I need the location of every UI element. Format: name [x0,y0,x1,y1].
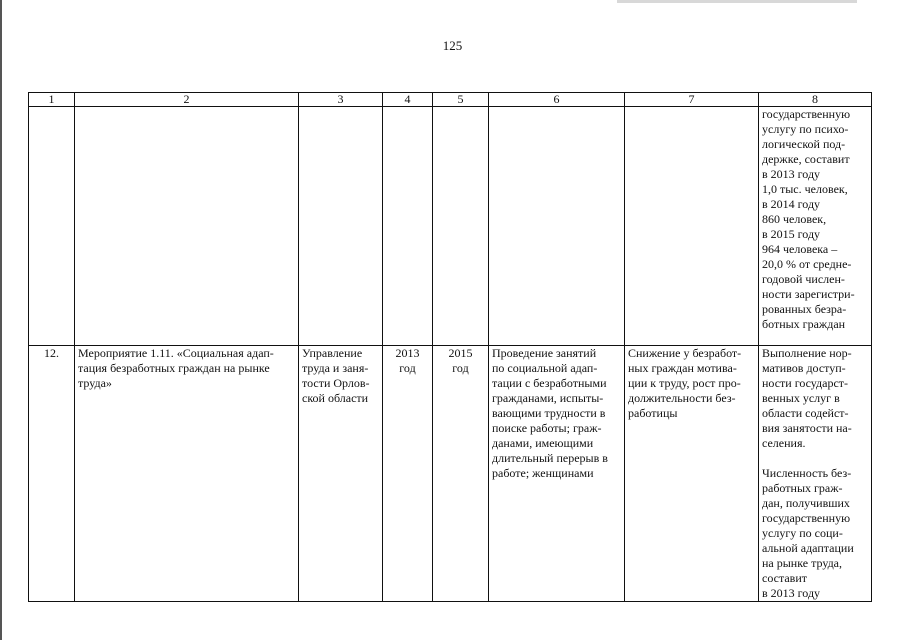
table-cell [383,107,433,346]
column-header: 6 [489,93,625,107]
measure-title: Мероприятие 1.11. «Социальная адап- тация безработных граждан на рынке труда» [78,346,274,390]
table-row [29,107,872,346]
table-cell [299,346,383,602]
column-header: 7 [625,93,759,107]
row-number: 12. [44,346,59,360]
table-cell [433,107,489,346]
table-header-row [29,93,872,107]
scan-artifact [617,0,857,3]
responsible-body: Управление труда и заня- тости Орлов- ской области [302,346,370,405]
activity-description: Проведение занятий по социальной адап- тации с безработными гражданами, испыты- вающими трудности в поиске работы; граж- данами, имеющими длительный перерыв в работе; женщинами [492,346,608,480]
left-margin-line [0,0,2,640]
consequences-text: Снижение у безработ- ных граждан мотива- ции к труду, рост про- должительности без- работицы [628,346,742,420]
table-cell [489,107,625,346]
end-year: 2015 год [448,346,473,375]
column-header: 2 [75,93,299,107]
column-header: 1 [29,93,75,107]
start-year: 2013 год [395,346,420,375]
table-cell [625,346,759,602]
column-header: 4 [383,93,433,107]
cell-text: государственную услугу по психо- логической под- держке, составит в 2013 году 1,0 тыс. человек, в 2014 году 860 человек, в 2015 году 964 человека – 20,0 % от средне- годовой числен- ности зарегистри- рованных безра- ботных граждан [762,107,855,331]
column-header: 3 [299,93,383,107]
page-number: 125 [442,38,463,53]
column-header: 8 [759,93,872,107]
table-cell [759,346,872,602]
column-header: 5 [433,93,489,107]
table-cell [29,107,75,346]
table-cell [29,346,75,602]
table-row [29,346,872,602]
table-cell [759,107,872,346]
table-cell [75,346,299,602]
document-table [28,92,872,602]
table-cell [299,107,383,346]
indicators-text: Выполнение нор- мативов доступ- ности государст- венных услуг в области содейст- вия занятости на- селения. Численность без- работных граж- дан, получивших государственную услугу по соци- альной адаптации на рынке труда, составит в 2013 году [762,346,854,600]
table-cell [489,346,625,602]
table-cell [625,107,759,346]
table-cell [433,346,489,602]
table-cell [75,107,299,346]
table-cell [383,346,433,602]
